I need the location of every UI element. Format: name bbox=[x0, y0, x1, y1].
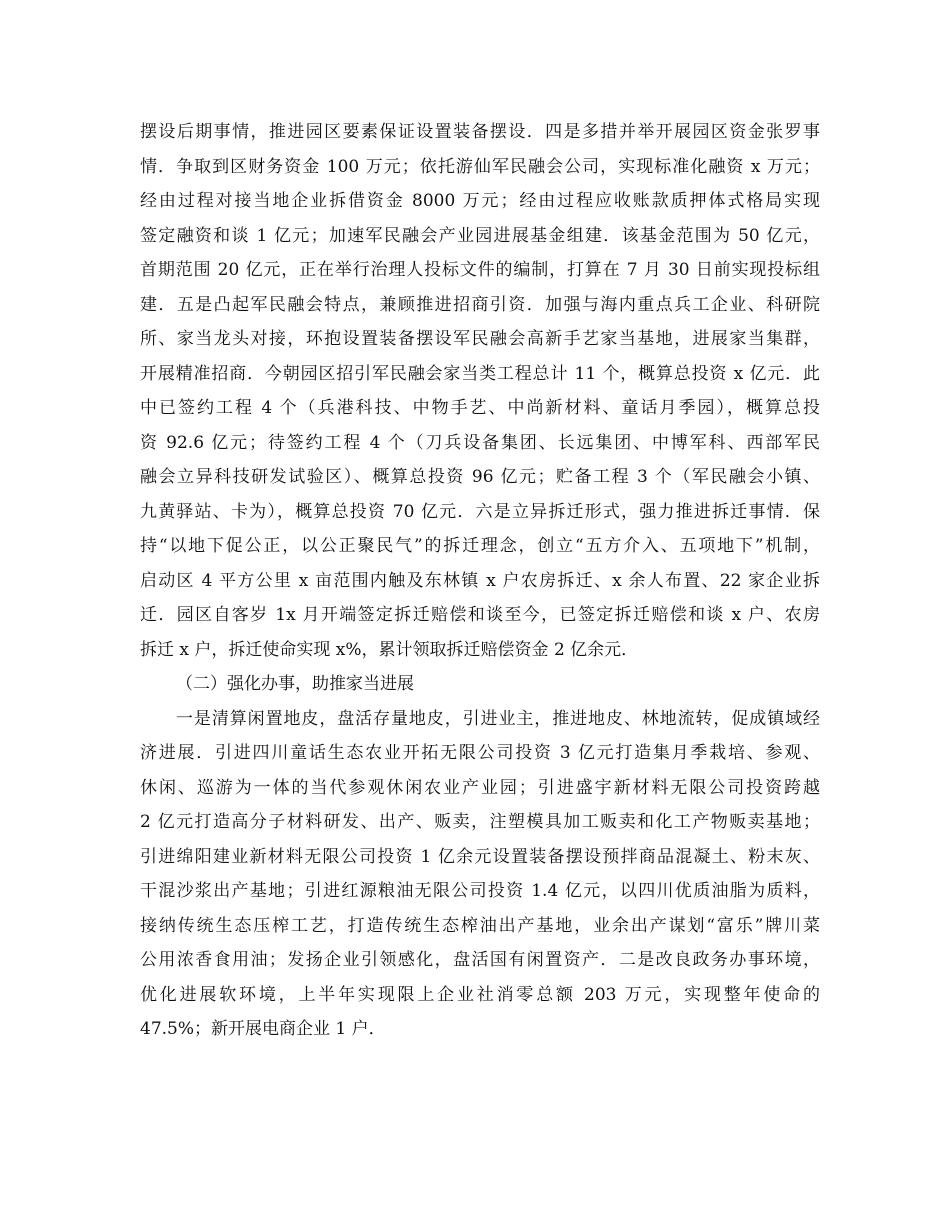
text-line: 中已签约工程 4 个（兵港科技、中物手艺、中尚新材料、童话月季园），概算总投 bbox=[140, 398, 820, 418]
paragraph-line: 优化进展软环境，上半年实现限上企业社消零总额 203 万元，实现整年使命的 bbox=[140, 984, 820, 1005]
text-line: 拆迁 x 户，拆迁使命实现 x%，累计领取拆迁赔偿资金 2 亿余元． bbox=[140, 639, 639, 660]
paragraph-line: 一是清算闲置地皮，盘活存量地皮，引进业主，推进地皮、林地流转，促成镇域经 bbox=[176, 708, 820, 729]
text-line: 启动区 4 平方公里 x 亩范围内触及东林镇 x 户农房拆迁、x 余人布置、22 家企业拆 bbox=[140, 570, 820, 591]
text-line: 摆设后期事情，推进园区要素保证设置装备摆设．四是多措并举开展园区资金张罗事 bbox=[140, 122, 820, 142]
text-line: 签定融资和谈 1 亿元；加速军民融会产业园进展基金组建．该基金范围为 50 亿元， bbox=[140, 225, 820, 246]
paragraph-line: 47.5%；新开展电商企业 1 户． bbox=[140, 1019, 386, 1039]
section-heading: （二）强化办事，助推家当进展 bbox=[176, 674, 414, 694]
paragraph-line: 干混沙浆出产基地；引进红源粮油无限公司投资 1.4 亿元，以四川优质油脂为质料， bbox=[140, 881, 820, 901]
text-line: 九黄驿站、卡为），概算总投资 70 亿元．六是立异拆迁形式，强力推进拆迁事情．保 bbox=[140, 501, 820, 522]
text-line: 融会立异科技研发试验区）、概算总投资 96 亿元；贮备工程 3 个（军民融会小镇、 bbox=[140, 467, 820, 487]
text-line: 持“以地下促公正，以公正聚民气”的拆迁理念，创立“五方介入、五项地下”机制， bbox=[140, 536, 820, 556]
text-line: 迁．园区自客岁 1x 月开端签定拆迁赔偿和谈至今，已签定拆迁赔偿和谈 x 户、农房 bbox=[140, 605, 820, 625]
paragraph-line: 2 亿元打造高分子材料研发、出产、贩卖，注塑模具加工贩卖和化工产物贩卖基地； bbox=[140, 812, 820, 832]
text-line: 首期范围 20 亿元，正在举行治理人投标文件的编制，打算在 7 月 30 日前实现投标组 bbox=[140, 260, 820, 280]
paragraph-line: 公用浓香食用油；发扬企业引领感化，盘活国有闲置资产．二是改良政务办事环境， bbox=[140, 950, 820, 970]
paragraph-line: 引进绵阳建业新材料无限公司投资 1 亿余元设置装备摆设预拌商品混凝土、粉末灰、 bbox=[140, 846, 820, 867]
text-line: 经由过程对接当地企业拆借资金 8000 万元；经由过程应收账款质押体式格局实现 bbox=[140, 191, 820, 211]
text-line: 所、家当龙头对接，环抱设置装备摆设军民融会高新手艺家当基地，进展家当集群， bbox=[140, 329, 820, 349]
paragraph-line: 休闲、巡游为一体的当代参观休闲农业产业园；引进盛宇新材料无限公司投资跨越 bbox=[140, 777, 820, 798]
paragraph-line: 济进展．引进四川童话生态农业开拓无限公司投资 3 亿元打造集月季栽培、参观、 bbox=[140, 743, 820, 763]
text-line: 开展精准招商．今朝园区招引军民融会家当类工程总计 11 个，概算总投资 x 亿元．此 bbox=[140, 363, 820, 384]
paragraph-line: 接纳传统生态压榨工艺，打造传统生态榨油出产基地，业余出产谋划“富乐”牌川菜 bbox=[140, 915, 820, 936]
text-line: 建．五是凸起军民融会特点，兼顾推进招商引资．加强与海内重点兵工企业、科研院 bbox=[140, 294, 820, 315]
text-line: 情．争取到区财务资金 100 万元；依托游仙军民融会公司，实现标准化融资 x 万元； bbox=[140, 156, 820, 177]
document-body bbox=[140, 115, 820, 1047]
text-line: 资 92.6 亿元；待签约工程 4 个（刀兵设备集团、长远集团、中博军科、西部军民 bbox=[140, 432, 820, 453]
